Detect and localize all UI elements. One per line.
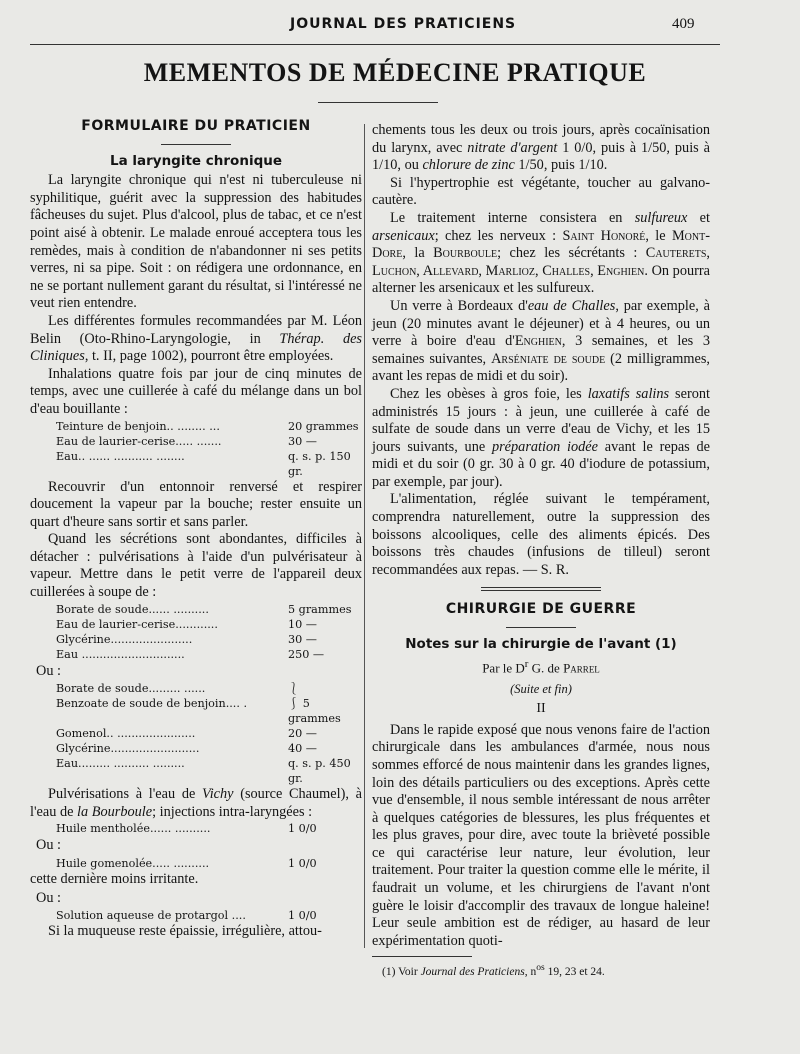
footnote: (1) Voir Journal des Praticiens, $n^{os}$ 19, 23 et 24. [382, 962, 605, 979]
paragraph: Inhalations quatre fois par jour de cinq minutes de temps, avec une cuillerée à café du mélange dans un bol d'eau bouillante : [30, 365, 362, 417]
ingredient-name: Huile gomenolée..... .......... [56, 857, 210, 871]
formula-line [56, 726, 362, 741]
formula-line [56, 821, 362, 836]
section-rule [161, 144, 231, 145]
paragraph: Dans le rapide exposé que nous venons faire de l'action chirurgicale dans les ambulances d'armée, nous nous sommes efforcé de nous maintenir dans les grandes lignes, loin des détails particuliers ou des exceptions. Après cette vue d'ensemble, il nous semble intéressant de nous arrêter à quelques catégories de blessures, les plus fréquentes et les plus graves, pour dire, avec toute la brièveté possible ce qui caractérise leur nature, leur évolution, leur traitement. Pour traiter la question comme elle le mérite, il faudrait un volume, et les chirurgiens de l'avant n'ont guère le loisir d'accomplir des travaux de longue haleine! Leur seule ambition est de rédiger, au hasard de leur expérimentation quoti- [372, 721, 710, 949]
ingredient-name: Borate de soude...... .......... [56, 602, 209, 616]
ingredient-quantity: 1 0/0 [288, 857, 317, 871]
formula-line [56, 449, 362, 479]
ingredient-quantity: q. s. p. 450 gr. [288, 757, 351, 786]
formula-injection-1 [30, 821, 362, 836]
footnote-rule [372, 956, 472, 957]
ingredient-quantity: 250 — [288, 647, 325, 661]
formula-line [56, 856, 362, 871]
ingredient-quantity: 20 — [288, 727, 317, 741]
ingredient-quantity: 5 grammes [288, 602, 352, 616]
running-header [30, 12, 710, 38]
formula-line [56, 632, 362, 647]
ingredient-name: Benzoate de soude de benjoin.... . [56, 697, 248, 711]
ingredient-name: Borate de soude......... ...... [56, 682, 206, 696]
formula-line [56, 602, 362, 617]
ingredient-name: Solution aqueuse de protargol .... [56, 909, 246, 923]
ingredient-name: Eau ............................. [56, 647, 185, 661]
column-divider [364, 124, 365, 948]
ingredient-quantity: 40 — [288, 742, 317, 756]
ingredient-name: Eau......... .......... ......... [56, 757, 185, 771]
author-line: Par le $D^r$ G. de Parrel [482, 657, 600, 675]
alternative-label: Ou : [36, 662, 62, 679]
paragraph: L'alimentation, réglée suivant le tempérament, comprendra naturellement, outre la suppression des boissons alcooliques, celle des aliments épicés. Des boissons très chaudes (infusions de tilleul) seront recommandées aux repas. — S. R. [372, 491, 710, 578]
ingredient-name: Teinture de benjoin.. ........ ... [56, 419, 220, 433]
paragraph: Quand les sécrétions sont abondantes, difficiles à détacher : pulvérisations à l'aide d'un pulvérisateur à vapeur. Mettre dans le petit verre de l'appareil deux cuillerées à soupe de : [30, 531, 362, 601]
section-separator [481, 587, 601, 591]
ingredient-quantity: q. s. p. 150 gr. [288, 449, 351, 478]
paragraph: Chez les obèses à gros foie, les laxatifs salins seront administrés 15 jours : à jeun, une cuillerée à café de sulfate de soude dans un verre d'eau de Vichy, et les 15 jours suivants, une préparation iodée avant le repas de midi et du soir (0 gr. 30 à 0 gr. 40 d'iodure de potassium, par exemple, par jour). [372, 385, 711, 490]
ingredient-quantity: 20 grammes [288, 419, 359, 433]
header-rule [30, 44, 720, 45]
paragraph: Recouvrir d'un entonnoir renversé et respirer doucement la vapeur par la bouche; rester ensuite un quart d'heure sans sortir et sans parler. [30, 478, 362, 530]
paragraph: cette dernière moins irritante. [30, 871, 199, 888]
paragraph: Si l'hypertrophie est végétante, toucher au galvano-cautère. [372, 174, 710, 209]
ingredient-quantity: 30 — [288, 434, 317, 448]
paragraph: Pulvérisations à l'eau de Vichy (source Chaumel), à l'eau de la Bourboule; injections intra-laryngées : [30, 786, 362, 820]
formula-line [56, 647, 362, 662]
ingredient-quantity: ⎱ [288, 682, 300, 696]
formula-injection-2 [30, 856, 362, 871]
ingredient-name: Gomenol.. ...................... [56, 727, 196, 741]
formula-pulverisation-2 [30, 681, 362, 786]
ingredient-name: Eau de laurier-cerise............ [56, 617, 218, 631]
right-column [372, 122, 710, 979]
article-title-laryngite: La laryngite chronique [109, 152, 283, 169]
section-title-chirurgie: CHIRURGIE DE GUERRE [445, 601, 637, 618]
title-rule [318, 102, 438, 103]
page-number: 409 [672, 16, 695, 32]
part-number: II [536, 701, 546, 717]
ingredient-name: Eau.. ...... ........... ........ [56, 449, 185, 463]
ingredient-quantity: ⎰ 5 grammes [288, 697, 341, 726]
ingredient-name: Huile mentholée...... .......... [56, 822, 211, 836]
main-title: MEMENTOS DE MÉDECINE PRATIQUE [143, 58, 647, 87]
formula-pulverisation-1 [30, 602, 362, 662]
ingredient-quantity: 30 — [288, 632, 317, 646]
alternative-label: Ou : [36, 837, 62, 854]
paragraph: La laryngite chronique qui n'est ni tuberculeuse ni syphilitique, guérit avec la suppression des habitudes fâcheuses du sujet. Plus d'alcool, plus de tabac, et ce n'est point aisé à obtenir. Le malade enroué acceptera tous les remèdes, mais à condition de n'abandonner ni ses petits verres, ni sa pipe. Soit : on rédigera une ordonnance, en ne se portant nullement garant du résultat, si l'intéressé ne veut rien entendre. [30, 172, 362, 312]
article-title-chirurgie: Notes sur la chirurgie de l'avant (1) [405, 636, 677, 653]
formula-line [56, 756, 362, 786]
ingredient-quantity: 1 0/0 [288, 909, 317, 923]
formula-line [56, 908, 362, 923]
paragraph: Les différentes formules recommandées par M. Léon Belin (Oto-Rhino-Laryngologie, in Thérap. des Cliniques, t. II, page 1002), pourront être employées. [30, 312, 363, 365]
left-column [30, 118, 362, 941]
ingredient-quantity: 1 0/0 [288, 822, 317, 836]
formula-line [56, 434, 362, 449]
paragraph: Le traitement interne consistera en sulfureux et arsenicaux; chez les nerveux : Saint Honoré, le Mont-Dore, la Bourboule; chez les sécrétants : Cauterets, Luchon, Allevard, Marlioz, Challes, Enghien. On pourra alterner les arsenicaux et les sulfureux. [372, 209, 710, 297]
ingredient-name: Glycérine....................... [56, 632, 193, 646]
ingredient-quantity: 10 — [288, 617, 317, 631]
formula-line [56, 696, 362, 726]
paragraph: chements tous les deux ou trois jours, après cocaïnisation du larynx, avec nitrate d'argent 1 0/0, puis à 1/50, puis à 1/10, ou chlorure de zinc 1/50, puis 1/10. [372, 122, 710, 174]
formula-injection-3 [30, 908, 362, 923]
formula-line [56, 617, 362, 632]
suite-note: (Suite et fin) [510, 681, 572, 696]
formula-inhalation [30, 419, 362, 479]
paragraph: Un verre à Bordeaux d'eau de Challes, par exemple, à jeun (20 minutes avant le déjeuner) et à 4 heures, ou un verre à boire d'eau d'Enghien, 3 semaines, et les 3 semaines suivantes, Arséniate de soude (2 milligrammes, avant les repas de midi et du soir). [372, 297, 711, 385]
paragraph: Si la muqueuse reste épaissie, irrégulière, attou- [48, 923, 322, 940]
ingredient-name: Glycérine......................... [56, 742, 200, 756]
formula-line [56, 681, 362, 696]
running-title: JOURNAL DES PRATICIENS [290, 16, 517, 32]
section-rule [506, 627, 576, 628]
ingredient-name: Eau de laurier-cerise..... ....... [56, 434, 222, 448]
formula-line [56, 741, 362, 756]
alternative-label: Ou : [36, 889, 62, 906]
formula-line [56, 419, 362, 434]
section-title-formulaire: FORMULAIRE DU PRATICIEN [81, 118, 311, 134]
